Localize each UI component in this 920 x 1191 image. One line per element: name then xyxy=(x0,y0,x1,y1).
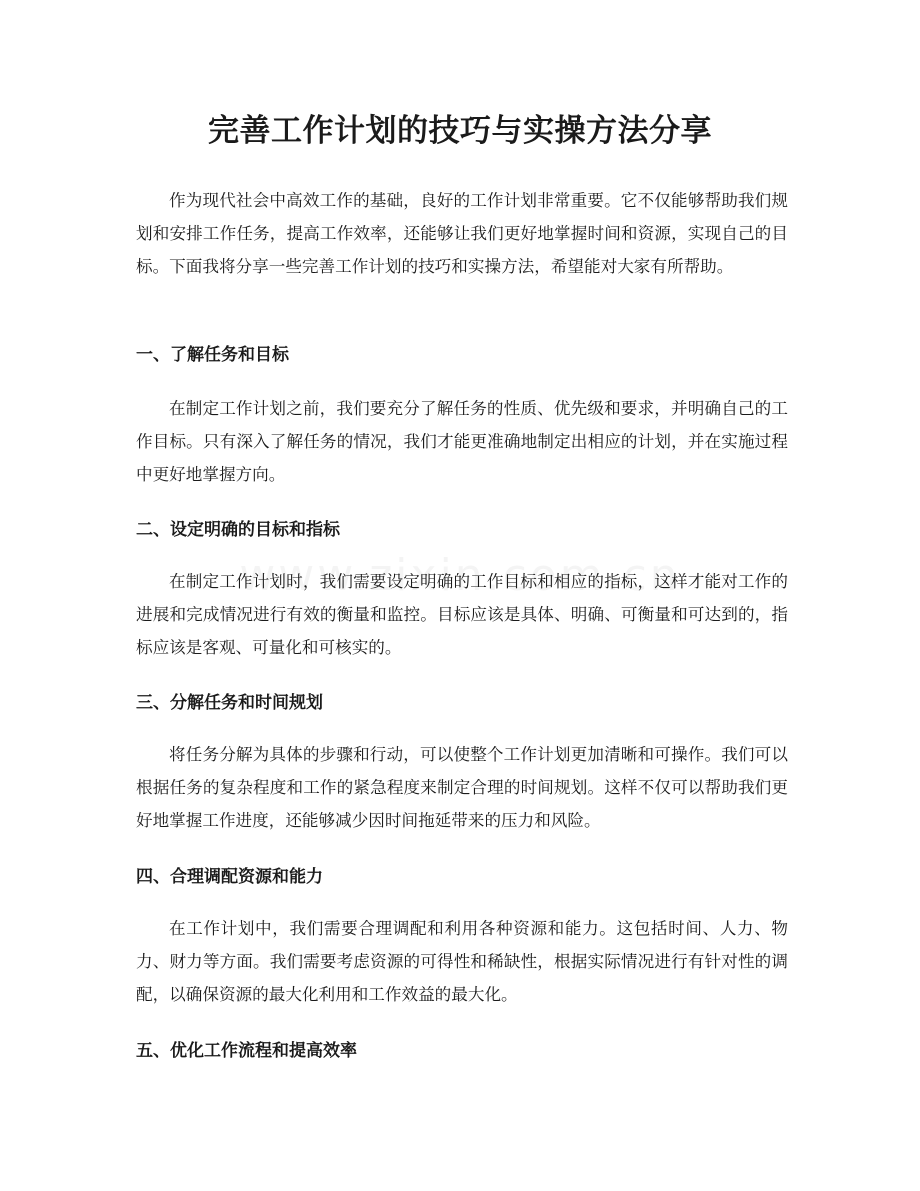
section-2-heading: 二、设定明确的目标和指标 xyxy=(136,520,340,540)
intro-paragraph: 作为现代社会中高效工作的基础，良好的工作计划非常重要。它不仅能够帮助我们规划和安排工作任务，提高工作效率，还能够让我们更好地掌握时间和资源，实现自己的目标。下面我将分享一些完善工作计划的技巧和实操方法，希望能对大家有所帮助。 xyxy=(136,191,788,277)
section-4-paragraph: 在工作计划中，我们需要合理调配和利用各种资源和能力。这包括时间、人力、物力、财力等方面。我们需要考虑资源的可得性和稀缺性，根据实际情况进行有针对性的调配，以确保资源的最大化利用和工作效益的最大化。 xyxy=(136,919,788,1005)
section-1-heading: 一、了解任务和目标 xyxy=(136,345,289,365)
section-1-paragraph: 在制定工作计划之前，我们要充分了解任务的性质、优先级和要求，并明确自己的工作目标。只有深入了解任务的情况，我们才能更准确地制定出相应的计划，并在实施过程中更好地掌握方向。 xyxy=(136,399,788,485)
section-3-heading: 三、分解任务和时间规划 xyxy=(136,693,323,713)
document-title: 完善工作计划的技巧与实操方法分享 xyxy=(208,113,712,149)
section-5-heading: 五、优化工作流程和提高效率 xyxy=(136,1041,357,1061)
section-4-heading: 四、合理调配资源和能力 xyxy=(136,867,323,887)
section-3-paragraph: 将任务分解为具体的步骤和行动，可以使整个工作计划更加清晰和可操作。我们可以根据任务的复杂程度和工作的紧急程度来制定合理的时间规划。这样不仅可以帮助我们更好地掌握工作进度，还能够减少因时间拖延带来的压力和风险。 xyxy=(136,745,788,831)
section-2-paragraph: 在制定工作计划时，我们需要设定明确的工作目标和相应的指标，这样才能对工作的进展和完成情况进行有效的衡量和监控。目标应该是具体、明确、可衡量和可达到的，指标应该是客观、可量化和可核实的。 xyxy=(136,572,788,658)
